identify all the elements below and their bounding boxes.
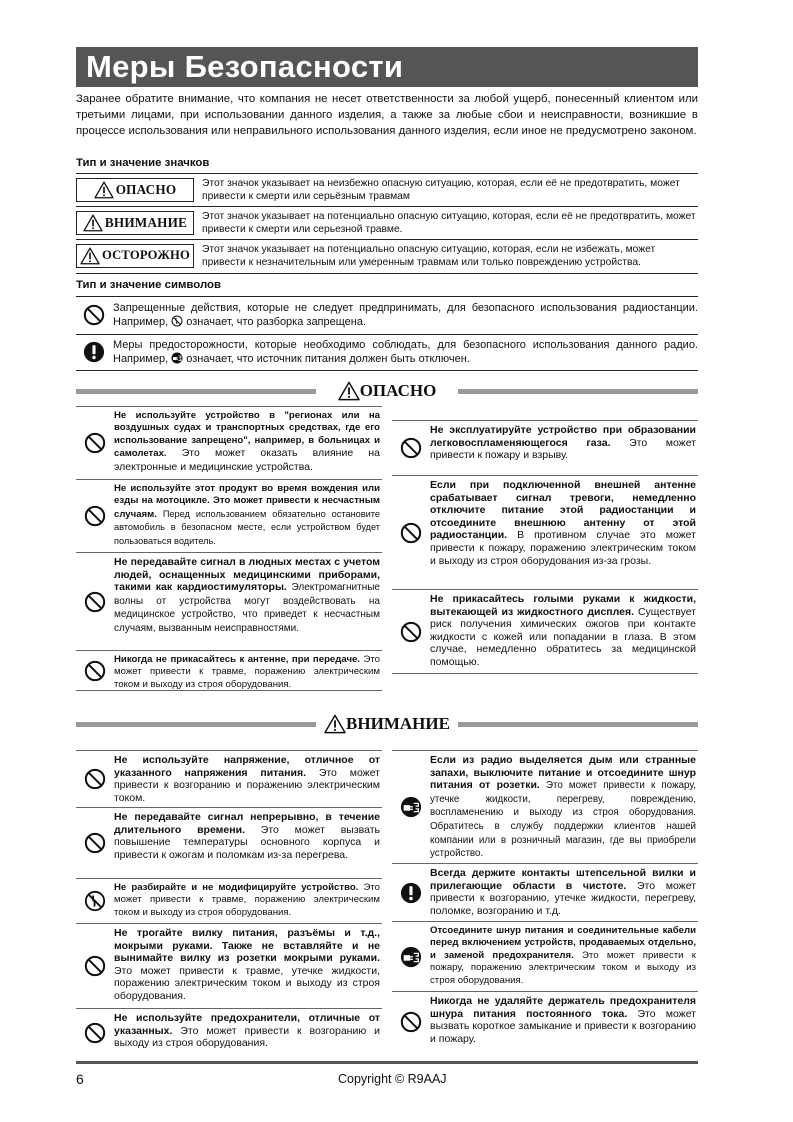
- signal-row-caution: [76, 242, 698, 269]
- item-text: [114, 410, 382, 476]
- signal-row-warning: [76, 209, 698, 236]
- prohibited-icon: [84, 832, 106, 854]
- item-text: [430, 995, 698, 1048]
- item-text: [430, 925, 698, 988]
- unplug-icon: [400, 946, 422, 968]
- item-body: Это может привести к пожару и взрыву.: [430, 436, 696, 462]
- banner-label-wrap: [76, 379, 698, 406]
- signal-row-danger: [76, 176, 698, 203]
- footer-rule: [76, 1061, 698, 1064]
- item-body: Это может привести к пожару, поражению электрическим током и выходу из строя оборудования.: [430, 949, 697, 986]
- warning-triangle-icon: [83, 214, 103, 232]
- no-disassemble-icon: [84, 890, 106, 912]
- item-text: [114, 754, 382, 804]
- item-text: [430, 479, 698, 586]
- item-bold: Никогда не прикасайтесь к антенне, при передаче.: [114, 654, 361, 665]
- item-text: [114, 483, 382, 549]
- list-item: [392, 475, 698, 589]
- list-item: [76, 479, 382, 552]
- symbol-cell: [76, 341, 111, 363]
- page-title: Меры Безопасности: [86, 49, 404, 84]
- list-item: [76, 878, 382, 923]
- item-bold: Никогда не удаляйте держатель предохранителя шнура питания постоянного тока.: [430, 995, 696, 1020]
- item-body: Это может привести к возгоранию и поражению электрическим током.: [114, 766, 380, 804]
- divider: [76, 239, 698, 240]
- prohibited-icon: [84, 768, 106, 790]
- signals-heading: Тип и значение значков: [76, 157, 210, 169]
- item-bold: Не передавайте сигнал в людных местах с учетом людей, оснащенных медицинскими приборами, такими как кардиостимуляторы.: [114, 556, 380, 594]
- unplug-icon: [400, 796, 422, 818]
- signal-text: Этот значок указывает на неизбежно опасную ситуацию, которая, если её не предотвратить, может привести к смерти или серьёзным травмам: [202, 177, 680, 202]
- divider: [76, 273, 698, 274]
- list-item: [76, 552, 382, 650]
- item-bold: Если при подключенной внешней антенне срабатывает сигнал тревоги, немедленно отключите питание этой радиостанции и отсоедините внешнюю антенну от этой радиостанции.: [430, 479, 696, 542]
- prohibited-icon: [84, 591, 106, 613]
- intro-paragraph: Заранее обратите внимание, что компания не несет ответственности за любой ущерб, понесенный клиентом или третьими лицами, при использовании данного изделия, а также за любые сбои и неисправности, возникшие в процессе использования или неправильного использования данного изделия, если иное не предусмотрено законом.: [76, 93, 698, 137]
- warning-banner: [76, 712, 698, 736]
- symbol-text-part: Запрещенные действия, которые не следует предпринимать, для безопасного использования радиостанции. Например,: [113, 301, 698, 328]
- item-text: [430, 593, 698, 670]
- warning-left-column: [76, 750, 382, 1056]
- signal-text: Этот значок указывает на потенциально опасную ситуацию, которая, если не избежать, может привести к незначительным или умеренным травмам или только повреждению устройства.: [202, 243, 656, 268]
- prohibited-icon: [83, 304, 105, 326]
- danger-label: ОПАСНО: [359, 381, 437, 400]
- prohibited-icon: [84, 432, 106, 454]
- signal-label: ОПАСНО: [115, 181, 177, 197]
- list-item: [76, 923, 382, 1008]
- divider: [76, 370, 698, 371]
- prohibited-icon: [400, 1011, 422, 1033]
- item-bold: Всегда держите контакты штепсельной вилки и прилегающие области в чистоте.: [430, 867, 696, 892]
- warning-triangle-icon: [94, 181, 114, 199]
- item-text: [114, 654, 382, 690]
- item-text: [114, 927, 382, 1005]
- list-item: [76, 750, 382, 807]
- item-bold: Отсоедините шнур питания и соединительные кабели перед включением устройств, продаваемых отдельно, и заменой предохранителя.: [430, 925, 696, 961]
- item-body: Перед использованием обязательно остановите автомобиль в безопасном месте, если устройством будет пользоваться водитель.: [114, 508, 380, 546]
- list-item: [76, 406, 382, 479]
- danger-banner: [76, 379, 698, 403]
- symbol-row-mandatory: [76, 337, 698, 367]
- item-bold: Если из радио выделяется дым или странные запахи, выключите питание и отсоедините шнур питания от розетки.: [430, 754, 696, 792]
- divider: [76, 296, 698, 297]
- item-bold: Не разбирайте и не модифицируйте устройство.: [114, 882, 359, 893]
- list-item: [392, 921, 698, 991]
- list-item: [76, 650, 382, 690]
- list-item: [76, 1008, 382, 1056]
- signal-box: [76, 178, 194, 202]
- item-body: Это может привести к травме, поражению электрическим током и выходу из строя оборудования.: [114, 882, 380, 918]
- prohibited-icon: [84, 1022, 106, 1044]
- prohibited-icon: [84, 955, 106, 977]
- signal-label: ВНИМАНИЕ: [104, 214, 188, 230]
- symbol-text-part: Меры предосторожности, которые необходимо соблюдать, для безопасного использования данного радио. Например,: [113, 338, 698, 365]
- banner-label-box: [334, 379, 441, 403]
- warning-triangle-icon: [324, 714, 346, 734]
- symbol-text: [111, 302, 698, 329]
- prohibited-icon: [84, 505, 106, 527]
- list-item: [392, 991, 698, 1051]
- danger-left-column: [76, 406, 382, 691]
- warning-triangle-icon: [338, 381, 360, 401]
- list-item: [392, 750, 698, 863]
- divider: [76, 173, 698, 174]
- symbol-text: [111, 339, 698, 366]
- item-body: В противном случае это может привести к пожару, поражению электрическим током и выходу из строя оборудования из-за грозы.: [430, 529, 696, 567]
- symbol-row-prohibited: [76, 300, 698, 330]
- warning-label: ВНИМАНИЕ: [346, 714, 450, 733]
- unplug-icon: [171, 352, 183, 364]
- mandatory-icon: [83, 341, 105, 363]
- warning-right-column: [392, 750, 698, 1051]
- list-item: [76, 807, 382, 878]
- prohibited-icon: [84, 660, 106, 682]
- list-item: [392, 420, 698, 475]
- item-body: Это может привести к травме, поражению электрическим током и выходу из строя оборудования.: [114, 654, 381, 690]
- item-text: [114, 556, 382, 647]
- list-item: [392, 589, 698, 673]
- item-bold: Не используйте этот продукт во время вождения или езды на мотоцикле. Это может привести к несчастным случаям.: [114, 483, 380, 520]
- copyright: Copyright © R9AAJ: [338, 1072, 447, 1086]
- page-number: 6: [76, 1071, 84, 1087]
- item-bold: Не эксплуатируйте устройство при образовании легковоспламеняющегося газа.: [430, 424, 696, 449]
- item-body: Это может привести к возгоранию, утечке жидкости, перегреву, поломке, возгоранию и т.д.: [430, 879, 696, 917]
- item-bold: Не используйте предохранители, отличные от указанных.: [114, 1012, 380, 1037]
- item-bold: Не используйте напряжение, отличное от указанного напряжения питания.: [114, 754, 380, 779]
- banner-label-wrap: [76, 712, 698, 739]
- prohibited-icon: [400, 522, 422, 544]
- item-body: Это может вызвать повышение температуры основного корпуса и привести к ожогам и поломкам из-за перегрева.: [114, 823, 380, 861]
- item-bold: Не передавайте сигнал непрерывно, в течение длительного времени.: [114, 811, 380, 836]
- item-text: [114, 811, 382, 875]
- item-bold: Не используйте устройство в "регионах или на воздушных судах и транспортных средствах, где его использование запрещено", например, в больницах и самолетах.: [114, 410, 380, 460]
- item-body: Это может оказать влияние на электронные и медицинские устройства.: [114, 447, 380, 473]
- item-body: Существует риск получения химических ожогов при контакте жидкости с кожей или попадании в глаза. В этом случае, немедленно обратитесь за медицинской помощью.: [430, 605, 696, 668]
- list-item: [392, 863, 698, 921]
- signal-text: Этот значок указывает на потенциально опасную ситуацию, которая, если её не предотвратить, может привести к смерти или серьезной травме.: [202, 210, 696, 235]
- item-text: [430, 754, 698, 860]
- warning-triangle-icon: [80, 247, 100, 265]
- symbol-cell: [76, 304, 111, 326]
- prohibited-icon: [400, 621, 422, 643]
- item-text: [114, 882, 382, 920]
- item-text: [114, 1012, 382, 1053]
- signal-label: ОСТОРОЖНО: [101, 248, 191, 262]
- symbol-text-part: означает, что источник питания должен быть отключен.: [186, 352, 470, 365]
- symbols-heading: Тип и значение символов: [76, 279, 221, 291]
- no-disassemble-icon: [171, 315, 183, 327]
- item-bold: Не трогайте вилку питания, разъёмы и т.д., мокрыми руками. Также не вставляйте и не вынимайте вилку из розетки мокрыми руками.: [114, 927, 380, 965]
- item-body: Это может привести к пожару, утечке жидкости, перегреву, повреждению, воспламенению и выходу из строя оборудования. Обратитесь в службу поддержки клиентов нашей компании или в розничный магазин, где вы приобрели устройство.: [430, 780, 696, 860]
- banner-label-box: [320, 712, 454, 736]
- item-body: Это может привести к возгоранию и выходу из строя оборудования.: [114, 1024, 380, 1050]
- item-body: Это может вызвать короткое замыкание и привести к возгоранию и пожару.: [430, 1007, 696, 1045]
- item-body: Электромагнитные волны от устройства могут воздействовать на медицинское устройство, что приведет к несчастным случаям, вызванным неисправностями.: [114, 582, 380, 634]
- prohibited-icon: [400, 437, 422, 459]
- title-bar: [76, 47, 698, 87]
- divider: [76, 206, 698, 207]
- item-body: Это может привести к травме, утечке жидкости, поражению электрическим током и выходу из строя оборудования.: [114, 964, 380, 1002]
- danger-right-column: [392, 420, 698, 674]
- divider: [76, 334, 698, 335]
- divider: [392, 673, 698, 674]
- signal-box: [76, 211, 194, 235]
- symbol-text-part: означает, что разборка запрещена.: [186, 315, 367, 328]
- item-text: [430, 424, 698, 472]
- signal-box: [76, 244, 194, 268]
- mandatory-icon: [400, 882, 422, 904]
- item-text: [430, 867, 698, 918]
- item-bold: Не прикасайтесь голыми руками к жидкости, вытекающей из жидкостного дисплея.: [430, 593, 696, 618]
